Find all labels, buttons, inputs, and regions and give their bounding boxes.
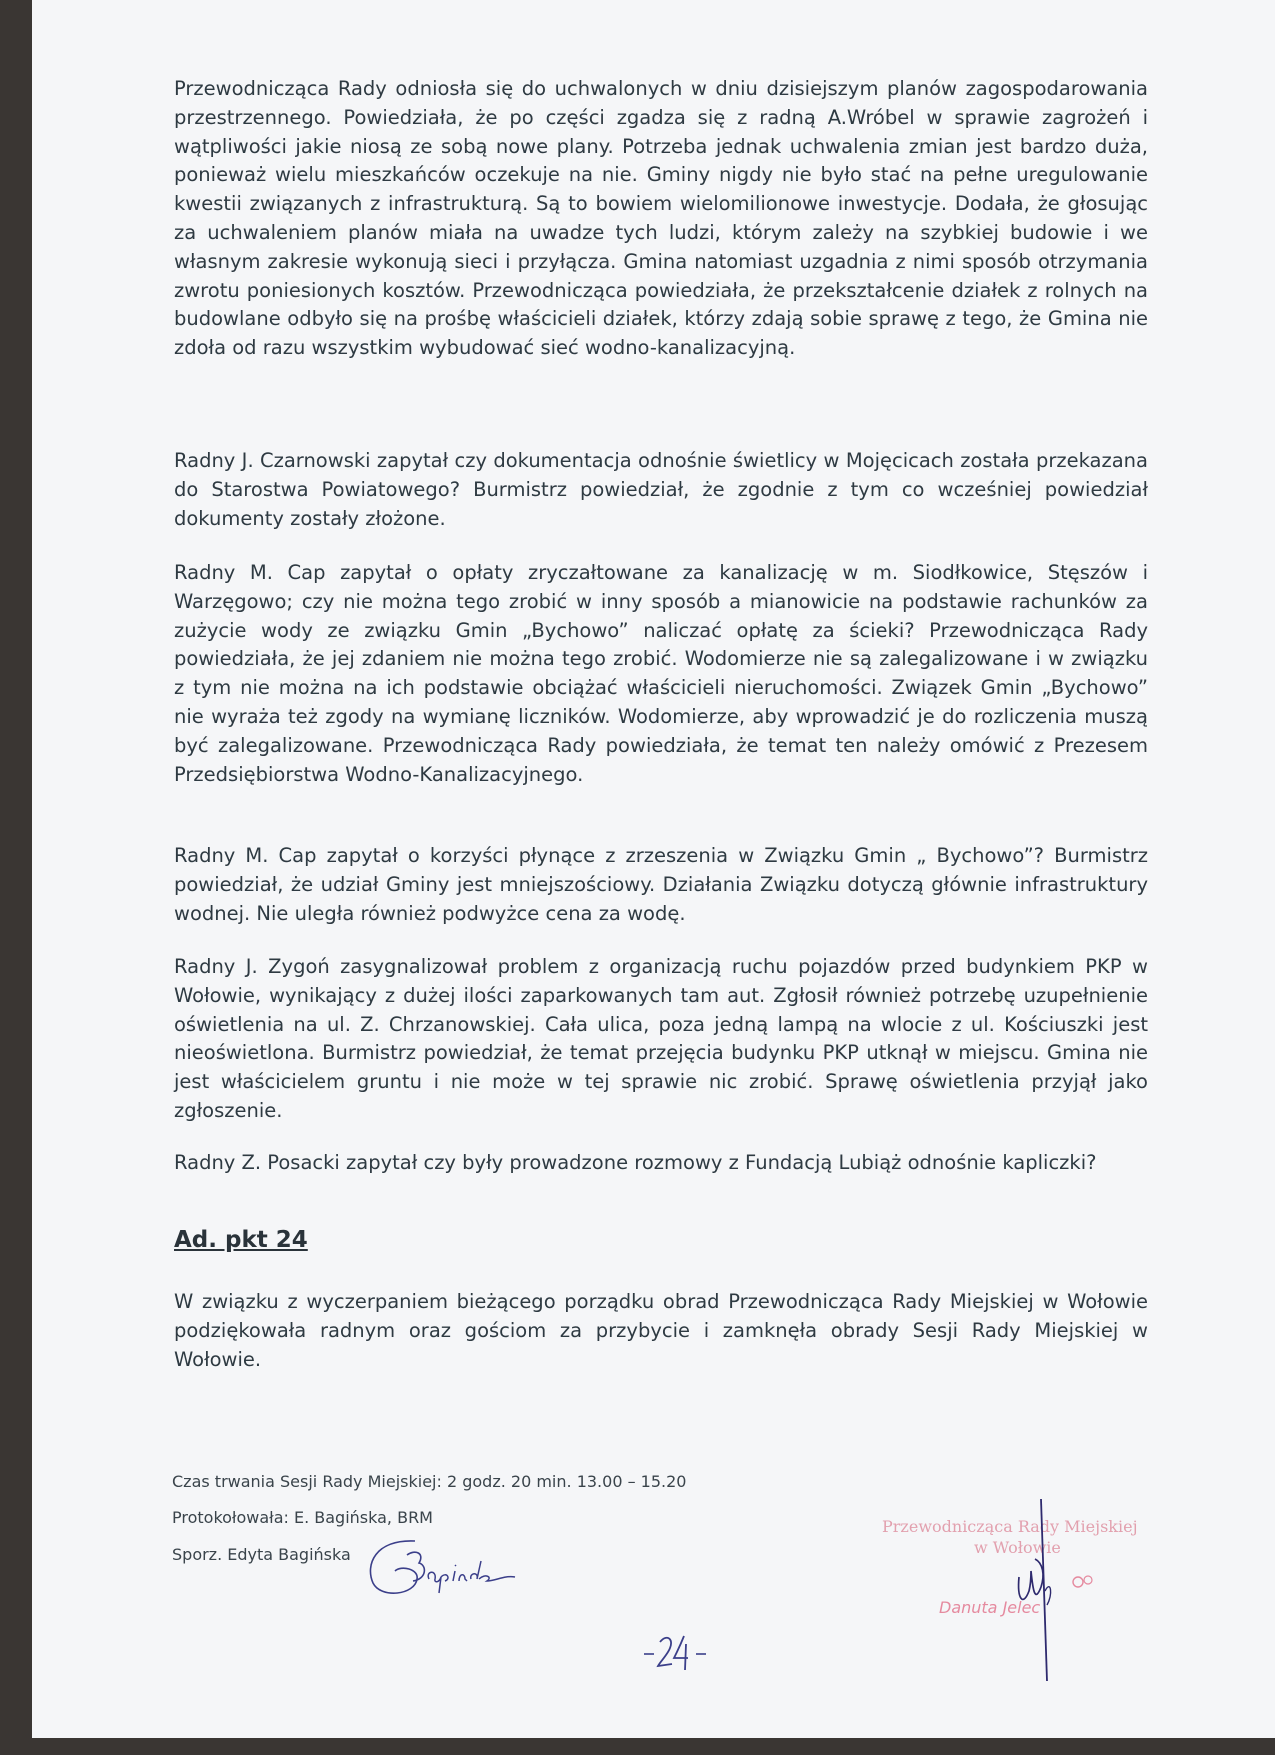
paragraph-czarnowski: Radny J. Czarnowski zapytał czy dokumentacja odnośnie świetlicy w Mojęcicach została przekazana do Starostwa Powiatowego? Burmistrz powiedział, że zgodnie z tym co wcześniej powiedział dokumenty zostały złożone. (174, 449, 1148, 530)
recorder-signature (355, 1535, 555, 1605)
paragraph-zygon: Radny J. Zygoń zasygnalizował problem z organizacją ruchu pojazdów przed budynkiem PKP w Wołowie, wynikający z dużej ilości zaparkowanych tam aut. Zgłosił również potrzebę uzupełnienie oświetlenia na ul. Z. Chrzanowskiej. Cała ulica, poza jedną lampą na wlocie z ul. Kościuszki jest nieoświetlona. Burmistrz powiedział, że temat przejęcia budynku PKP utknął w miejscu. Gmina nie jest właścicielem gruntu i nie może w tej sprawie nic zrobić. Sprawę oświetlenia przyjął jako zgłoszenie. (174, 955, 1148, 1122)
paragraph-posacki: Radny Z. Posacki zapytał czy były prowadzone rozmowy z Fundacją Lubiąż odnośnie kapliczki? (174, 1151, 1097, 1174)
section-heading: Ad. pkt 24 (174, 1227, 308, 1253)
paragraph-cap-union: Radny M. Cap zapytał o korzyści płynące z zrzeszenia w Związku Gmin „ Bychowo”? Burmistrz powiedział, że udział Gminy jest mniejszościowy. Działania Związku dotyczą głównie infrastruktury wodnej. Nie uległa również podwyżce cena za wodę. (174, 844, 1148, 925)
session-duration: Czas trwania Sesji Rady Miejskiej: 2 godz. 20 min. 13.00 – 15.20 (172, 1472, 687, 1491)
stamp-title: Przewodnicząca Rady Miejskiej (882, 1517, 1138, 1536)
stamp-name: Danuta Jelec (939, 1598, 1041, 1617)
stamp-location: w Wołowie (974, 1538, 1061, 1557)
paragraph-plans: Przewodnicząca Rady odniosła się do uchwalonych w dniu dzisiejszym planów zagospodarowania przestrzennego. Powiedziała, że po części zgadza się z radną A.Wróbel w sprawie zagrożeń i wątpliwości jakie niosą ze sobą nowe plany. Potrzeba jednak uchwalenia zmian jest bardzo duża, ponieważ wielu mieszkańców oczekuje na nie. Gminy nigdy nie było stać na pełne uregulowanie kwestii związanych z infrastrukturą. Są to bowiem wielomilionowe inwestycje. Dodała, że głosując za uchwaleniem planów miała na uwadze tych ludzi, którym zależy na szybkiej budowie i we własnym zakresie wykonują sieci i przyłącza. Gmina natomiast uzgadnia z nimi sposób otrzymania zwrotu poniesionych kosztów. Przewodnicząca powiedziała, że przekształcenie działek z rolnych na budowlane odbyło się na prośbę właścicieli działek, którzy zdają sobie sprawę z tego, że Gmina nie zdoła od razu wszystkim wybudować sieć wodno-kanalizacyjną. (174, 77, 1148, 360)
paragraph-closing: W związku z wyczerpaniem bieżącego porządku obrad Przewodnicząca Rady Miejskiej w Wołowie podziękowała radnym oraz gościom za przybycie i zamknęła obrady Sesji Rady Miejskiej w Wołowie. (174, 1290, 1148, 1371)
recorded-by: Protokołowała: E. Bagińska, BRM (172, 1508, 433, 1527)
chair-signature (1005, 1495, 1075, 1685)
paragraph-cap-sewage: Radny M. Cap zapytał o opłaty zryczałtowane za kanalizację w m. Siodłkowice, Stęszów i Warzęgowo; czy nie można tego zrobić w inny sposób a mianowicie na podstawie rachunków za zużycie wody ze związku Gmin „Bychowo” naliczać opłatę za ścieki? Przewodnicząca Rady powiedziała, że jej zdaniem nie można tego zrobić. Wodomierze nie są zalegalizowane i w związku z tym nie można na ich podstawie obciążać właścicieli nieruchomości. Związek Gmin „Bychowo” nie wyraża też zgody na wymianę liczników. Wodomierze, aby wprowadzić je do rozliczenia muszą być zalegalizowane. Przewodnicząca Rady powiedziała, że temat ten należy omówić z Prezesem Przedsiębiorstwa Wodno-Kanalizacyjnego. (174, 561, 1148, 786)
page-number (640, 1630, 710, 1675)
prepared-by: Sporz. Edyta Bagińska (172, 1545, 351, 1564)
